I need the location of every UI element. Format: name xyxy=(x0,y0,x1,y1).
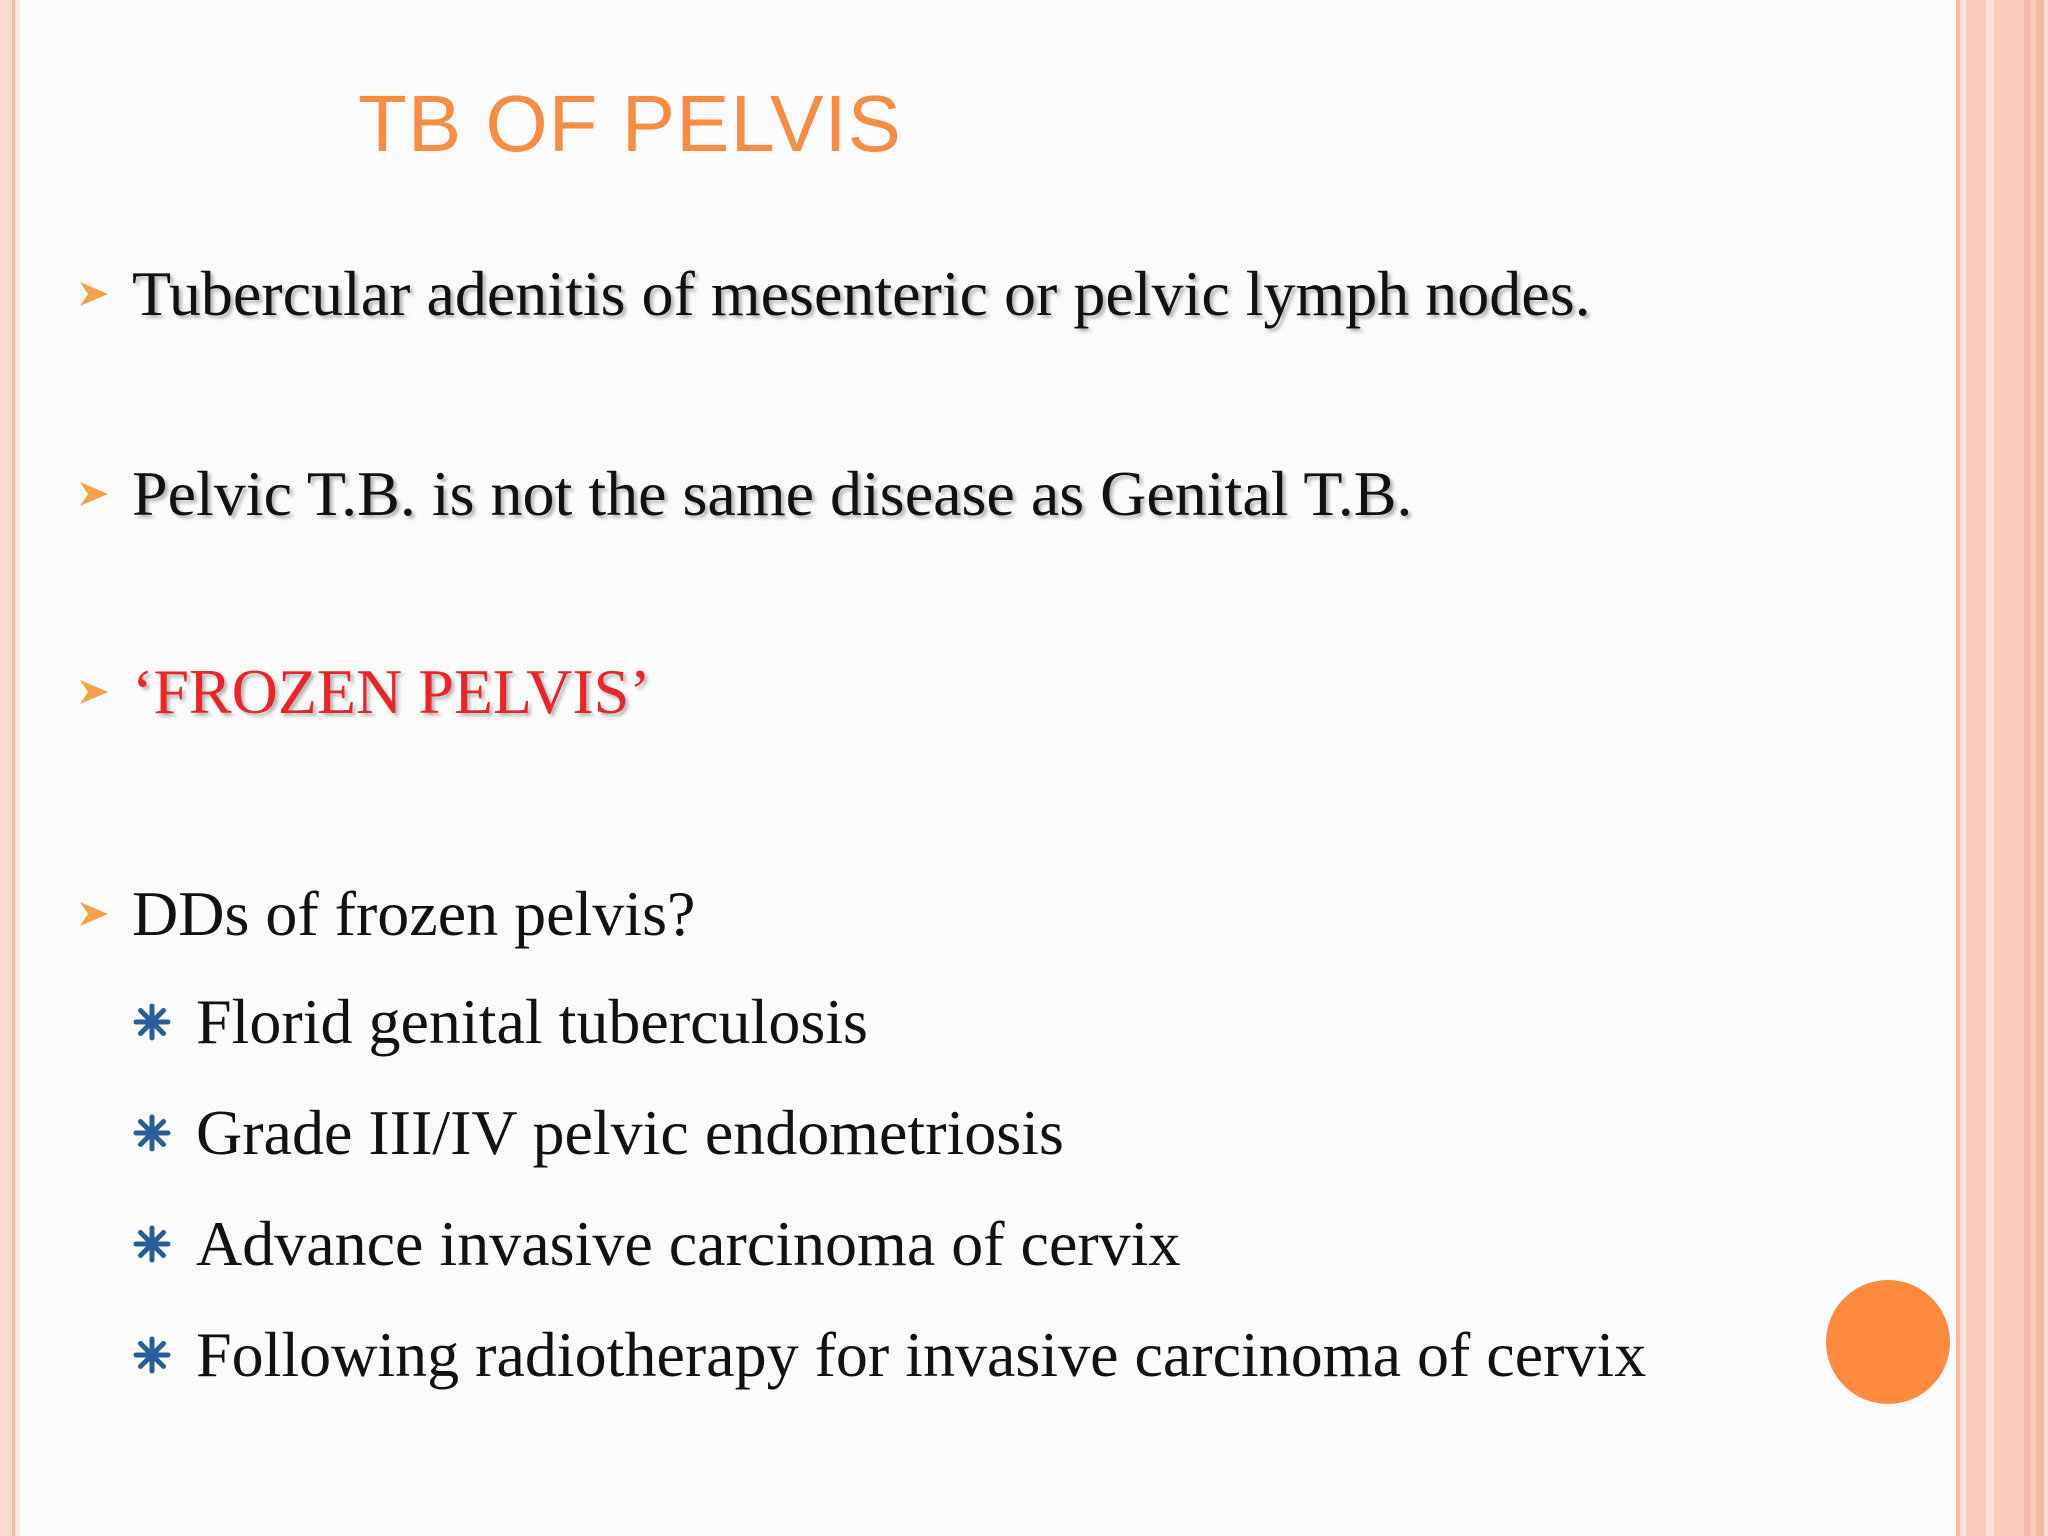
sub-bullet-text: Following radiotherapy for invasive carcinoma of cervix xyxy=(196,1319,1647,1390)
sub-bullet-item-4 xyxy=(132,1319,1647,1390)
frozen-pelvis-highlight: ‘FROZEN PELVIS’ xyxy=(132,656,651,727)
star-bullet-icon xyxy=(132,1335,172,1375)
star-bullet-icon xyxy=(132,1113,172,1153)
arrow-bullet-icon xyxy=(74,672,114,712)
star-bullet-icon xyxy=(132,1224,172,1264)
bullet-text: Tubercular adenitis of mesenteric or pelvic lymph nodes. xyxy=(132,258,1591,329)
left-border-stripe xyxy=(0,0,20,1536)
bullet-item-1 xyxy=(74,258,1591,329)
slide-title: TB OF PELVIS xyxy=(358,79,902,168)
star-bullet-icon xyxy=(132,1002,172,1042)
bullet-text: DDs of frozen pelvis? xyxy=(132,878,696,949)
sub-bullet-item-2 xyxy=(132,1097,1064,1168)
sub-bullet-text: Florid genital tuberculosis xyxy=(196,986,868,1057)
sub-bullet-item-3 xyxy=(132,1208,1181,1279)
decorative-orange-circle xyxy=(1826,1280,1950,1404)
arrow-bullet-icon xyxy=(74,894,114,934)
right-border-stripes xyxy=(1956,0,2048,1536)
sub-bullet-text: Grade III/IV pelvic endometriosis xyxy=(196,1097,1064,1168)
bullet-text: Pelvic T.B. is not the same disease as Genital T.B. xyxy=(132,458,1413,529)
sub-bullet-item-1 xyxy=(132,986,868,1057)
sub-bullet-text: Advance invasive carcinoma of cervix xyxy=(196,1208,1181,1279)
bullet-item-2 xyxy=(74,458,1413,529)
bullet-item-3 xyxy=(74,656,651,727)
bullet-item-4 xyxy=(74,878,696,949)
arrow-bullet-icon xyxy=(74,474,114,514)
arrow-bullet-icon xyxy=(74,274,114,314)
